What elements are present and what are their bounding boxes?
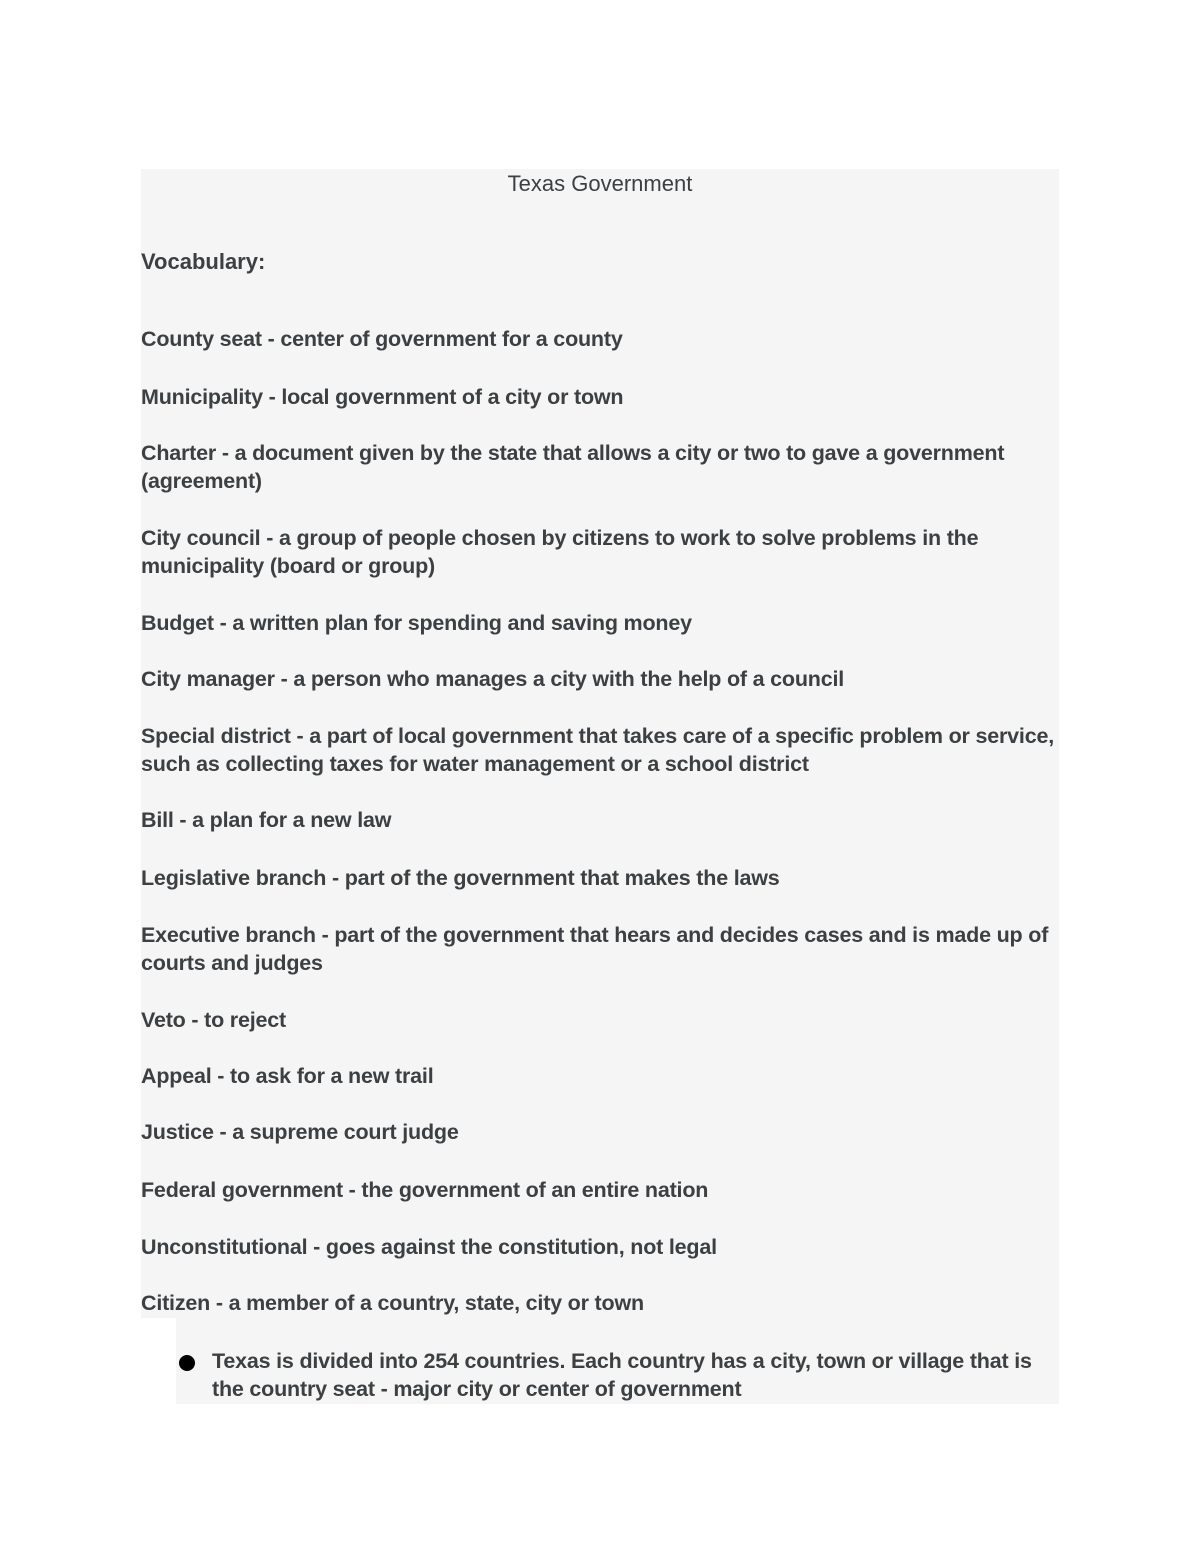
vocab-entry-justice: Justice - a supreme court judge bbox=[141, 1120, 459, 1144]
vocab-entry-legislative-branch: Legislative branch - part of the government that makes the laws bbox=[141, 866, 780, 890]
vocab-entry-city-manager: City manager - a person who manages a city with the help of a council bbox=[141, 667, 845, 691]
bullet-dot-icon bbox=[179, 1355, 195, 1371]
vocab-entry-special-district: Special district - a part of local government that takes care of a specific problem or service, such as collecting taxes for water management or a school district bbox=[141, 724, 1054, 776]
vocab-entry-county-seat: County seat - center of government for a county bbox=[141, 327, 623, 351]
vocab-entry-bill: Bill - a plan for a new law bbox=[141, 808, 392, 832]
vocab-entry-appeal: Appeal - to ask for a new trail bbox=[141, 1064, 434, 1088]
vocab-entry-budget: Budget - a written plan for spending and saving money bbox=[141, 611, 692, 635]
bullet-text: Texas is divided into 254 countries. Each country has a city, town or village that is the country seat - major city or center of government bbox=[212, 1349, 1032, 1401]
vocab-entry-charter: Charter - a document given by the state that allows a city or two to gave a government (agreement) bbox=[141, 441, 1005, 493]
vocab-entry-federal-government: Federal government - the government of an entire nation bbox=[141, 1178, 709, 1202]
vocab-entry-municipality: Municipality - local government of a city or town bbox=[141, 385, 624, 409]
vocab-entry-executive-branch: Executive branch - part of the government that hears and decides cases and is made up of courts and judges bbox=[141, 923, 1049, 975]
vocab-entry-city-council: City council - a group of people chosen by citizens to work to solve problems in the municipality (board or group) bbox=[141, 526, 979, 578]
vocabulary-heading: Vocabulary: bbox=[141, 249, 266, 274]
vocab-entry-veto: Veto - to reject bbox=[141, 1008, 286, 1032]
vocab-entry-unconstitutional: Unconstitutional - goes against the constitution, not legal bbox=[141, 1235, 717, 1259]
document-title: Texas Government bbox=[507, 171, 693, 196]
vocab-entry-citizen: Citizen - a member of a country, state, city or town bbox=[141, 1291, 644, 1315]
